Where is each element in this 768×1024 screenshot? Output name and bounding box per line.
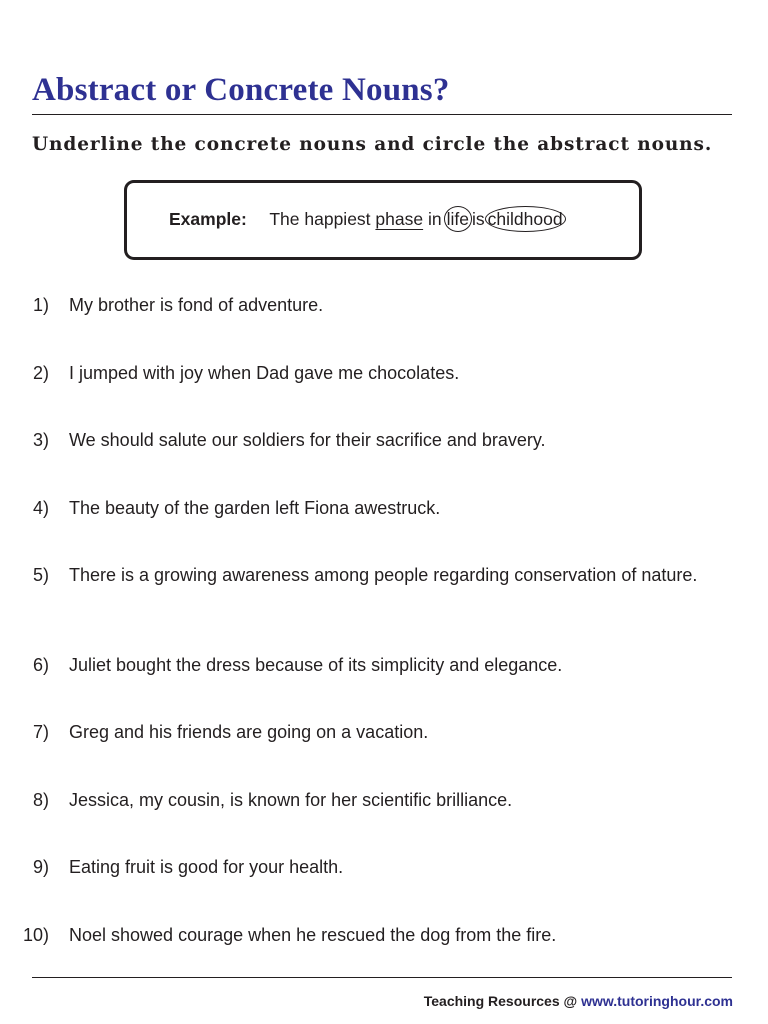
question-text[interactable]: There is a growing awareness among people regarding conservation of nature.	[69, 565, 698, 585]
example-text-before: The happiest	[269, 209, 371, 229]
question-text[interactable]: The beauty of the garden left Fiona awestruck.	[69, 498, 441, 518]
question-number: 1)	[32, 295, 49, 315]
question-text[interactable]: Juliet bought the dress because of its simplicity and elegance.	[69, 655, 563, 675]
question-number: 2)	[32, 363, 49, 383]
example-text-middle-1: in	[427, 209, 442, 229]
example-box	[124, 180, 642, 260]
question-number: 7)	[32, 722, 49, 742]
question-number: 10)	[22, 925, 49, 945]
page-title: Abstract or Concrete Nouns?	[32, 72, 450, 108]
question-text[interactable]: We should salute our soldiers for their sacrifice and bravery.	[69, 430, 546, 450]
question-number: 4)	[32, 498, 49, 518]
example-circled-noun-1: life	[444, 206, 472, 232]
question-text[interactable]: I jumped with joy when Dad gave me chocolates.	[69, 363, 460, 383]
example-text-middle-2: is	[471, 209, 485, 229]
question-number: 3)	[32, 430, 49, 450]
question-text[interactable]: My brother is fond of adventure.	[69, 295, 324, 315]
question-number: 8)	[32, 790, 49, 810]
title-divider	[32, 114, 732, 115]
example-circled-noun-2: childhood	[485, 206, 566, 232]
footer	[424, 992, 733, 1010]
question-text[interactable]: Jessica, my cousin, is known for her scientific brilliance.	[69, 790, 513, 810]
question-number: 9)	[32, 857, 49, 877]
example-label: Example:	[169, 209, 247, 229]
question-text[interactable]: Noel showed courage when he rescued the dog from the fire.	[69, 925, 557, 945]
question-number: 6)	[32, 655, 49, 675]
footer-label: Teaching Resources @	[423, 993, 578, 1009]
example-sentence	[169, 206, 566, 232]
question-text[interactable]: Eating fruit is good for your health.	[69, 857, 344, 877]
footer-divider	[32, 977, 732, 978]
example-underlined-noun: phase	[375, 209, 424, 229]
instructions: Underline the concrete nouns and circle the abstract nouns.	[32, 134, 713, 155]
question-number: 5)	[32, 565, 49, 585]
footer-website-link[interactable]: www.tutoringhour.com	[581, 993, 733, 1009]
question-text[interactable]: Greg and his friends are going on a vacation.	[69, 722, 429, 742]
